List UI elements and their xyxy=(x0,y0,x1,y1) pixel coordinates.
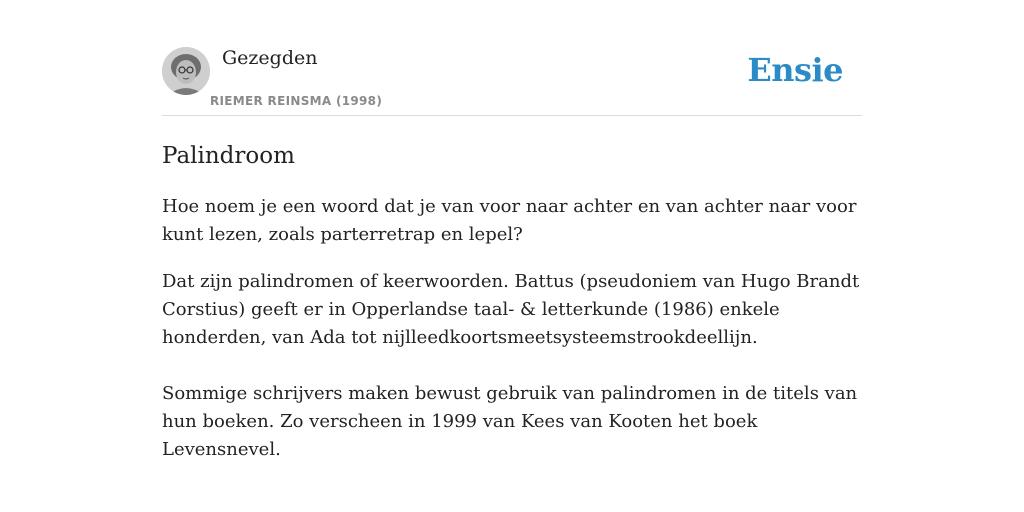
author-portrait-icon xyxy=(162,47,210,95)
author-avatar[interactable] xyxy=(162,47,210,95)
ensie-logo[interactable]: Ensie xyxy=(747,51,843,89)
source-header xyxy=(162,46,862,116)
article-paragraph: Sommige schrijvers maken bewust gebruik van palindromen in de titels van hun boeken. Zo verscheen in 1999 van Kees van Kooten het boek Levensnevel. xyxy=(162,383,858,460)
article-card xyxy=(162,46,862,464)
article-paragraph: Dat zijn palindromen of keerwoorden. Battus (pseudoniem van Hugo Brandt Corstius) geeft er in Opperlandse taal- & letterkunde (1986) enkele honderden, van Ada tot nijlleedkoortsmeetsysteemstrookdeellijn. xyxy=(162,271,860,348)
article-paragraph: Hoe noem je een woord dat je van voor naar achter en van achter naar voor kunt lezen, zoals parterretrap en lepel? xyxy=(162,196,857,245)
article-title: Palindroom xyxy=(162,143,295,169)
book-title[interactable]: Gezegden xyxy=(222,47,318,69)
author-credit[interactable]: RIEMER REINSMA (1998) xyxy=(210,94,383,108)
